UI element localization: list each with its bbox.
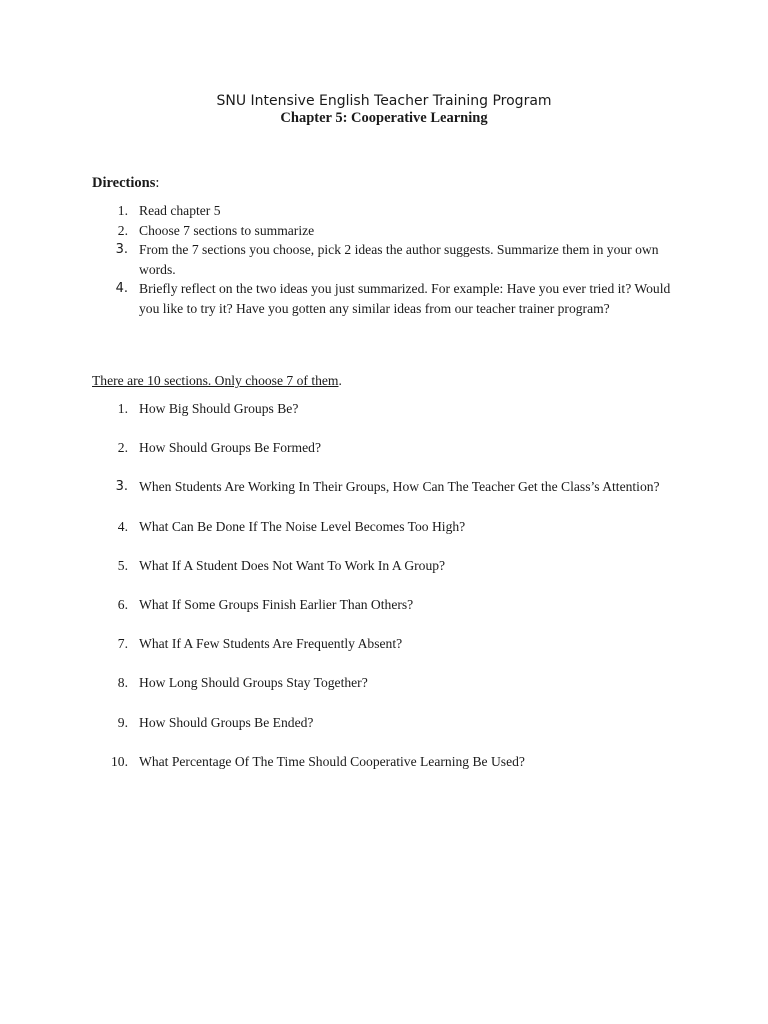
section-list-item	[92, 752, 682, 772]
sections-list	[92, 399, 682, 791]
list-item-text: Briefly reflect on the two ideas you just summarized. For example: Have you ever tried it? Would you like to try it? Have you gotten any similar ideas from our teacher trainer program?	[139, 281, 671, 316]
list-item-text: What If Some Groups Finish Earlier Than Others?	[139, 596, 414, 612]
list-item-text: What If A Few Students Are Frequently Absent?	[139, 636, 403, 652]
list-item-text: How Long Should Groups Stay Together?	[139, 675, 368, 691]
section-list-item	[92, 673, 682, 693]
list-item-text: From the 7 sections you choose, pick 2 ideas the author suggests. Summarize them in your own words.	[139, 242, 659, 277]
list-item-number: 8.	[117, 675, 128, 691]
section-list-item	[92, 399, 682, 419]
list-item-text: How Should Groups Be Ended?	[139, 714, 314, 730]
directions-heading-label: Directions	[92, 175, 156, 191]
list-item-text: How Should Groups Be Formed?	[139, 440, 321, 456]
directions-list-item	[92, 279, 682, 318]
section-list-item	[92, 634, 682, 654]
list-item-number: 2.	[117, 222, 128, 238]
directions-list	[92, 201, 682, 319]
list-item-number: 9.	[117, 714, 128, 730]
section-list-item	[92, 713, 682, 733]
list-item-text: What If A Student Does Not Want To Work In A Group?	[139, 557, 446, 573]
list-item-number: 4.	[115, 281, 128, 297]
list-item-number: 3.	[115, 242, 128, 258]
list-item-text: Choose 7 sections to summarize	[139, 222, 315, 238]
list-item-number: 1.	[117, 401, 128, 416]
list-item-number: 10.	[111, 753, 128, 769]
directions-list-item	[92, 221, 682, 241]
directions-heading	[92, 174, 159, 192]
directions-heading-colon: :	[155, 175, 160, 191]
section-list-item	[92, 477, 682, 497]
section-list-item	[92, 517, 682, 537]
sections-note-period: .	[338, 373, 342, 388]
section-list-item	[92, 556, 682, 576]
list-item-number: 5.	[117, 557, 128, 573]
list-item-number: 6.	[117, 596, 128, 612]
list-item-text: What Can Be Done If The Noise Level Becomes Too High?	[139, 518, 466, 534]
list-item-text: When Students Are Working In Their Groups, How Can The Teacher Get the Class’s Attention?	[139, 479, 660, 495]
sections-note-text: There are 10 sections. Only choose 7 of them	[92, 373, 339, 388]
list-item-number: 7.	[117, 636, 128, 652]
list-item-number: 1.	[117, 203, 128, 218]
sections-note	[92, 372, 342, 390]
chapter-title: Chapter 5: Cooperative Learning	[280, 110, 488, 126]
directions-list-item	[92, 240, 682, 279]
program-title: SNU Intensive English Teacher Training Program	[216, 93, 552, 109]
list-item-text: Read chapter 5	[139, 203, 221, 218]
list-item-number: 4.	[117, 518, 128, 534]
list-item-text: How Big Should Groups Be?	[139, 401, 299, 416]
list-item-number: 3.	[115, 479, 128, 495]
list-item-text: What Percentage Of The Time Should Cooperative Learning Be Used?	[139, 753, 525, 769]
list-item-number: 2.	[117, 440, 128, 456]
section-list-item	[92, 595, 682, 615]
directions-list-item	[92, 201, 682, 221]
section-list-item	[92, 438, 682, 458]
